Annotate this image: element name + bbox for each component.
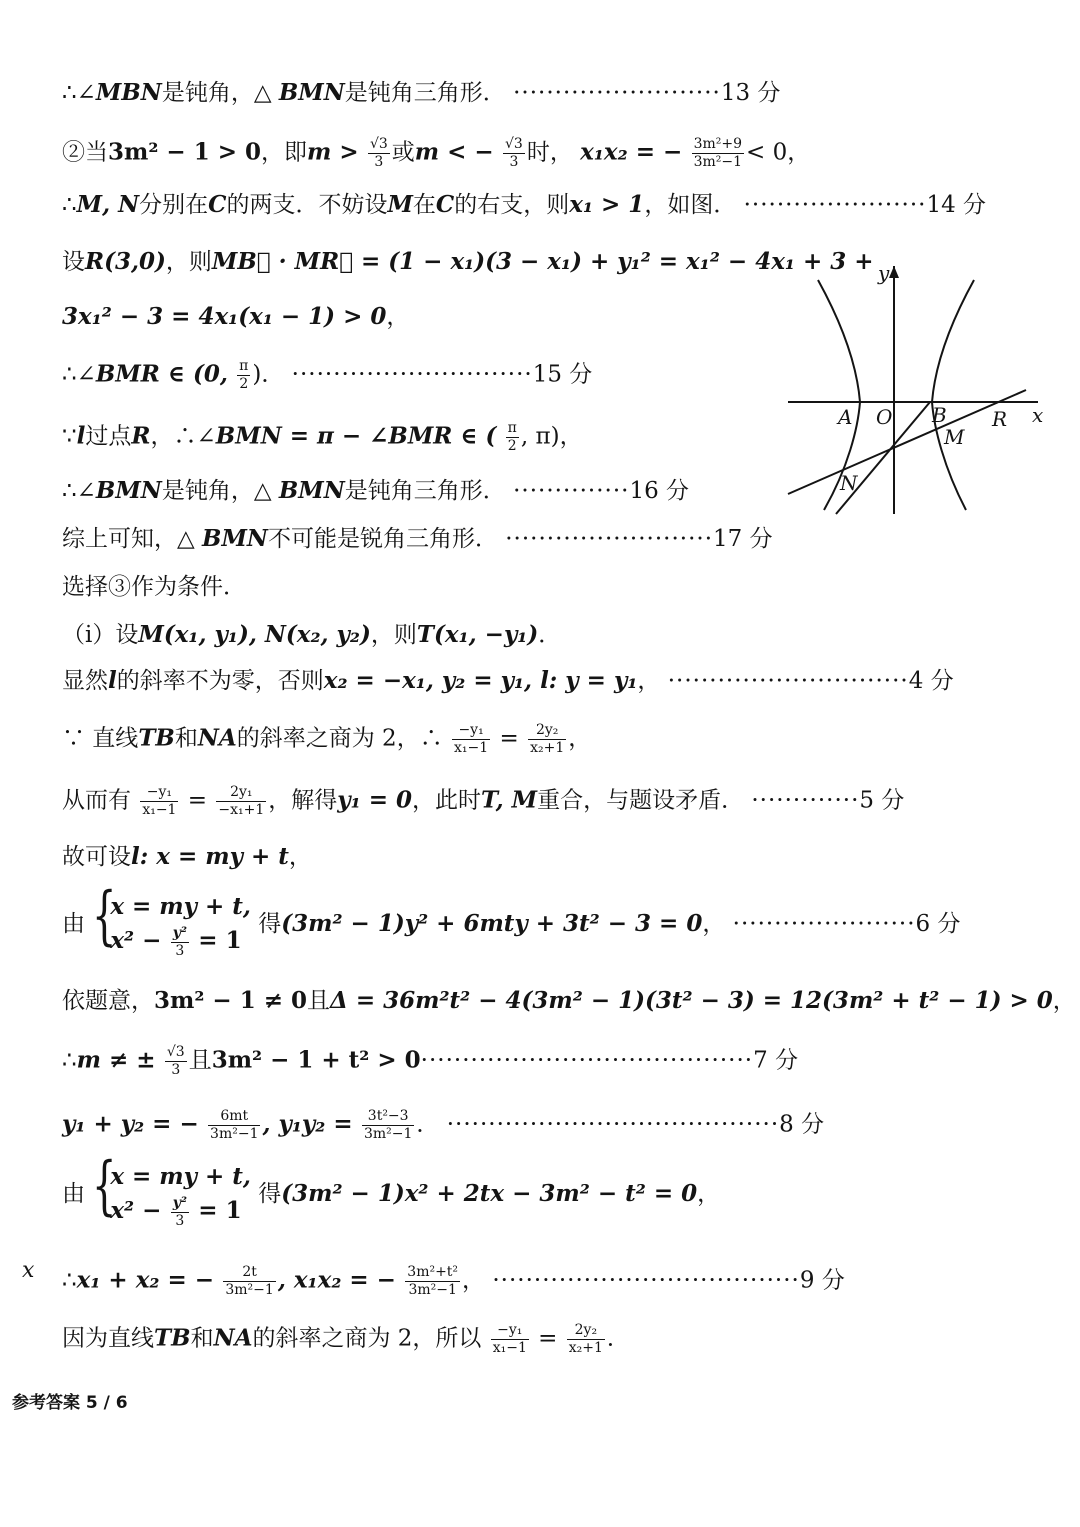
fraction: $\frac{\text{y²}}{3}$: [172, 924, 187, 959]
equation-system: { x = my + t, x² − $\frac{\text{y²}}{3}$ = 1: [92, 879, 251, 959]
line-4: 显然l的斜率不为零，否则x₂ = −x₁, y₂ = y₁, l: y = y₁， ·····························4 分: [62, 667, 954, 694]
line-case2: ②当3m² − 1 > 0，即m > $\frac{√3}{3}$ 或m < − $\frac{√3}{3}$ 时， x₁x₂ = − $\frac{\text{3m²+9}}{\text{3m²−1}}$ < 0，: [62, 136, 811, 170]
line-6-system: 由 { x = my + t, x² − $\frac{\text{y²}}{3}$ = 1 得(3m² − 1)y² + 6mty + 3t² − 3 = 0， ······················6 分: [62, 879, 961, 959]
fraction: $\frac{\text{2y₂}}{\text{x₂+1}}$: [530, 722, 565, 756]
fraction: $\frac{√3}{3}$: [166, 1044, 185, 1078]
line-slope-quotient: ∵ 直线TB和NA的斜率之商为 2，∴ $\frac{\text{−y₁}}{\text{x₁−1}}$ = $\frac{\text{2y₂}}{\text{x₂+1}}$ ，: [62, 722, 592, 756]
line-choose-3: 选择③作为条件．: [62, 574, 246, 600]
line-i: （i）设M(x₁, y₁), N(x₂, y₂)，则T(x₁, −y₁)．: [62, 621, 562, 648]
fraction: $\frac{\text{3m²+9}}{\text{3m²−1}}$: [693, 136, 743, 170]
margin-mark: x: [22, 1258, 35, 1283]
line-16: ∴∠BMN是钝角，△ BMN是钝角三角形． ··············16 分: [62, 477, 690, 504]
line-8: y₁ + y₂ = − $\frac{6mt}{\text{3m²−1}}$ , y₁y₂ = $\frac{\text{3t²−3}}{\text{3m²−1}}$ ． ········································8 分: [62, 1108, 825, 1142]
line-system-x: 由 { x = my + t, x² − $\frac{\text{y²}}{3}$ = 1 得(3m² − 1)x² + 2tx − 3m² − t² = 0，: [62, 1149, 721, 1229]
line-l-through-r: ∵l过点R，∴∠BMN = π − ∠BMR ∈ ( $\frac{\pi}{2}$ , π)，: [62, 420, 583, 454]
fraction: $\frac{\text{2y₂}}{\text{x₂+1}}$: [568, 1322, 603, 1356]
label-m: M: [944, 425, 965, 449]
fraction: $\frac{\text{−y₁}}{\text{x₁−1}}$: [454, 722, 489, 756]
line-5: 从而有 $\frac{\text{−y₁}}{\text{x₁−1}}$ = $\frac{\text{2y₁}}{\text{−x₁+1}}$ ，解得y₁ = 0，此时T, M重合，与题设矛盾． ·············5 分: [62, 784, 905, 818]
label-o: O: [876, 405, 893, 429]
line-13: ∴∠MBN是钝角，△ BMN是钝角三角形． ·························13 分: [62, 79, 781, 106]
label-x: x: [1032, 403, 1044, 427]
fraction: $\frac{√3}{3}$: [369, 136, 388, 170]
fraction: $\frac{\pi}{2}$: [507, 420, 517, 454]
line-17: 综上可知，△ BMN不可能是锐角三角形． ·························17 分: [62, 525, 773, 552]
fraction: $\frac{2t}{\text{3m²−1}}$: [225, 1264, 274, 1298]
line-set-r: 设R(3,0)，则MB⃗ · MR⃗ = (1 − x₁)(3 − x₁) + y₁² = x₁² − 4x₁ + 3 +: [62, 248, 874, 275]
fraction: $\frac{\text{3t²−3}}{\text{3m²−1}}$: [363, 1108, 413, 1142]
page-footer: 参考答案 5 / 6: [12, 1393, 128, 1413]
y-axis-arrow: [889, 266, 899, 278]
label-a: A: [838, 405, 853, 429]
fraction: $\frac{\text{y²}}{3}$: [172, 1194, 187, 1229]
fraction: $\frac{6mt}{\text{3m²−1}}$: [210, 1108, 259, 1142]
label-y: y: [878, 261, 890, 285]
fraction: $\frac{\text{−y₁}}{\text{x₁−1}}$: [492, 1322, 527, 1356]
line-because-slope: 因为直线TB和NA的斜率之商为 2，所以 $\frac{\text{−y₁}}{\text{x₁−1}}$ = $\frac{\text{2y₂}}{\text{x₂+1}}$ ．: [62, 1322, 630, 1356]
fraction: $\frac{√3}{3}$: [504, 136, 523, 170]
label-n: N: [840, 471, 858, 495]
line-dot-result: 3x₁² − 3 = 4x₁(x₁ − 1) > 0，: [62, 303, 410, 330]
fraction: $\frac{\text{−y₁}}{\text{x₁−1}}$: [142, 784, 177, 818]
line-discriminant: 依题意，3m² − 1 ≠ 0且Δ = 36m²t² − 4(3m² − 1)(3t² − 3) = 12(3m² + t² − 1) > 0，: [62, 987, 1076, 1014]
fraction: $\frac{\pi}{2}$: [239, 358, 249, 392]
line-15: ∴∠BMR ∈ (0, $\frac{\pi}{2}$ )． ·····························15 分: [62, 358, 593, 392]
line-7: ∴m ≠ ± $\frac{√3}{3}$ 且3m² − 1 + t² > 0········································7 分: [62, 1044, 799, 1078]
fraction: $\frac{\text{3m²+t²}}{\text{3m²−1}}$: [407, 1264, 459, 1298]
line-9: ∴x₁ + x₂ = − $\frac{2t}{\text{3m²−1}}$ , x₁x₂ = − $\frac{\text{3m²+t²}}{\text{3m²−1}}$ ， ·····································9 分: [62, 1264, 845, 1298]
hyperbola-figure: [780, 258, 1050, 520]
equation-system: { x = my + t, x² − $\frac{\text{y²}}{3}$ = 1: [92, 1149, 251, 1229]
fraction: $\frac{\text{2y₁}}{\text{−x₁+1}}$: [218, 784, 265, 818]
label-r: R: [992, 407, 1008, 431]
label-b: B: [932, 403, 947, 427]
line-l: [788, 390, 1026, 494]
hyperbola-right-branch: [932, 280, 974, 510]
line-set-l: 故可设l: x = my + t，: [62, 843, 312, 870]
line-14: ∴M, N分别在C的两支．不妨设M在C的右支，则x₁ > 1，如图． ······················14 分: [62, 191, 987, 218]
